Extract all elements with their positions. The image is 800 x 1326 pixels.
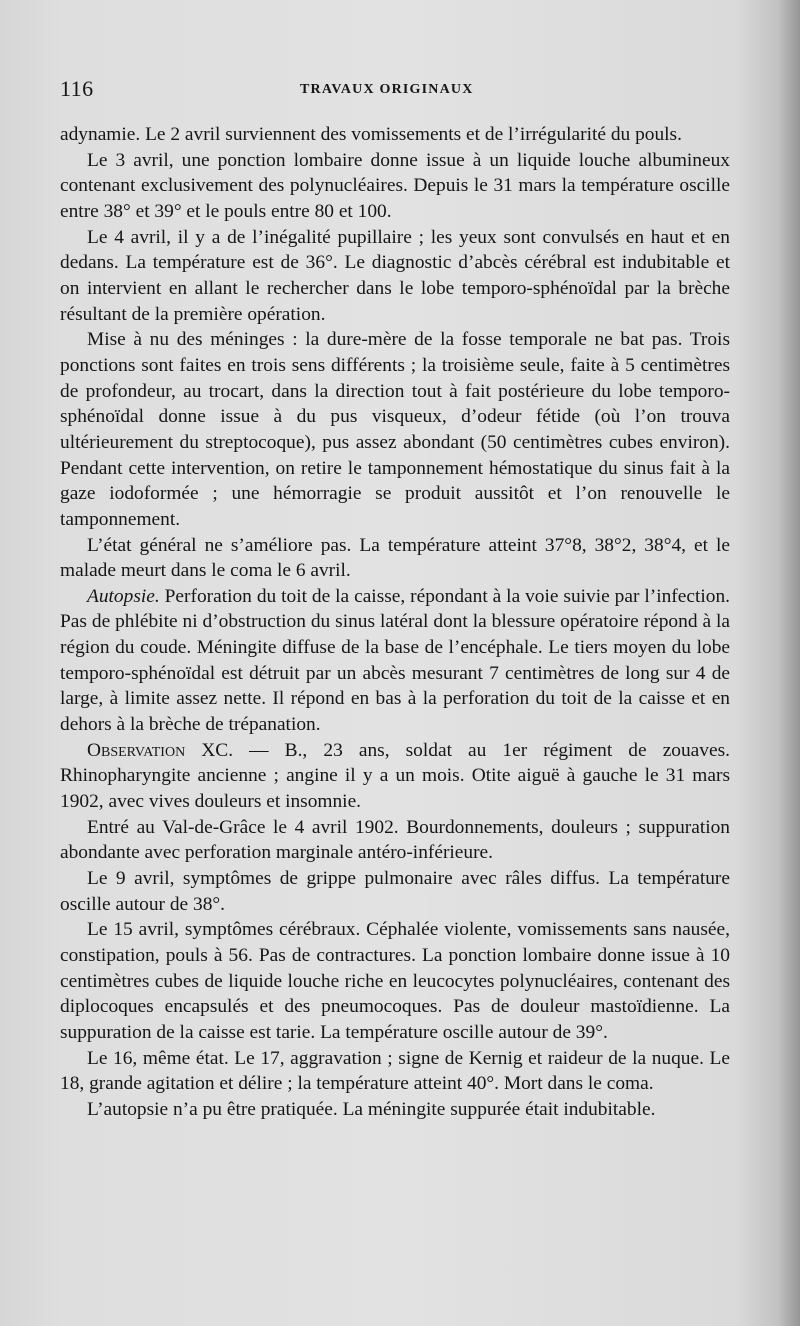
observation-label: Observation	[87, 739, 186, 761]
paragraph-april-4: Le 4 avril, il y a de l’inégalité pupillaire ; les yeux sont convulsés en haut et en dedans. La température est de 36°. Le diagnostic d’abcès cérébral est indubitable et on intervient en allant le rechercher dans le lobe temporo-sphénoïdal par la brèche résultant de la première opération.	[60, 226, 730, 325]
paragraph-entree: Entré au Val-de-Grâce le 4 avril 1902. Bourdonnements, douleurs ; suppuration abondante avec perforation marginale antéro-inférieure.	[60, 816, 730, 864]
running-title: TRAVAUX ORIGINAUX	[300, 82, 474, 97]
paragraph-april-15: Le 15 avril, symptômes cérébraux. Céphalée violente, vomissements sans nausée, constipation, pouls à 56. Pas de contractures. La ponction lombaire donne issue à 10 centimètres cubes de liquide louche riche en leucocytes polynucléaires, contenant des diplocoques encapsulés et des pneumocoques. Pas de douleur mastoïdienne. La suppuration de la caisse est tarie. La température oscille autour de 39°.	[60, 919, 730, 1043]
paragraph-autopsie	[60, 584, 730, 738]
paragraph-etat-general: L’état général ne s’améliore pas. La température atteint 37°8, 38°2, 38°4, et le malade meurt dans le coma le 6 avril.	[60, 534, 730, 582]
paragraph-meninges: Mise à nu des méninges : la dure-mère de la fosse temporale ne bat pas. Trois ponctions sont faites en trois sens différents ; la troisième seule, faite à 5 centimètres de profondeur, au trocart, dans la direction tout à fait postérieure du lobe temporo-sphénoïdal donne issue à du pus visqueux, d’odeur fétide (où l’on trouva ultérieurement du streptocoque), pus assez abondant (50 centimètres cubes environ). Pendant cette intervention, on retire le tamponnement hémostatique du sinus fait à la gaze iodoformée ; une hémorragie se produit aussitôt et l’on renouvelle le tamponnement.	[60, 329, 730, 530]
autopsie-label: Autopsie.	[87, 585, 160, 607]
body-text	[60, 122, 730, 1123]
paragraph-observation-xc	[60, 738, 730, 815]
observation-text: XC. — B., 23 ans, soldat au 1er régiment de zouaves. Rhinopharyngite ancienne ; angine il y a un mois. Otite aiguë à gauche le 31 mars 1902, avec vives douleurs et insomnie.	[60, 739, 730, 813]
autopsie-text: Perforation du toit de la caisse, répondant à la voie suivie par l’infection. Pas de phlébite ni d’obstruction du sinus latéral dont la blessure opératoire répond à la région du coude. Méningite diffuse de la base de l’encéphale. Le tiers moyen du lobe temporo-sphénoïdal est détruit par un abcès mesurant 7 centimètres de long sur 4 de large, à limite assez nette. Il répond en bas à la perforation du toit de la caisse et en dehors à la brèche de trépanation.	[60, 585, 730, 736]
paragraph-april-9: Le 9 avril, symptômes de grippe pulmonaire avec râles diffus. La température oscille autour de 38°.	[60, 868, 730, 915]
page-edge-shadow	[778, 0, 800, 1326]
paragraph-april-3: Le 3 avril, une ponction lombaire donne issue à un liquide louche albumineux contenant exclusivement des polynucléaires. Depuis le 31 mars la température oscille entre 38° et 39° et le pouls entre 80 et 100.	[60, 149, 730, 222]
running-head	[60, 76, 740, 108]
paragraph-continuation: adynamie. Le 2 avril surviennent des vomissements et de l’irrégularité du pouls.	[60, 124, 682, 145]
page-number: 116	[60, 76, 94, 101]
paragraph-april-16: Le 16, même état. Le 17, aggravation ; signe de Kernig et raideur de la nuque. Le 18, grande agitation et délire ; la température atteint 40°. Mort dans le coma.	[60, 1047, 730, 1095]
paragraph-conclusion: L’autopsie n’a pu être pratiquée. La méningite suppurée était indubitable.	[87, 1098, 656, 1120]
